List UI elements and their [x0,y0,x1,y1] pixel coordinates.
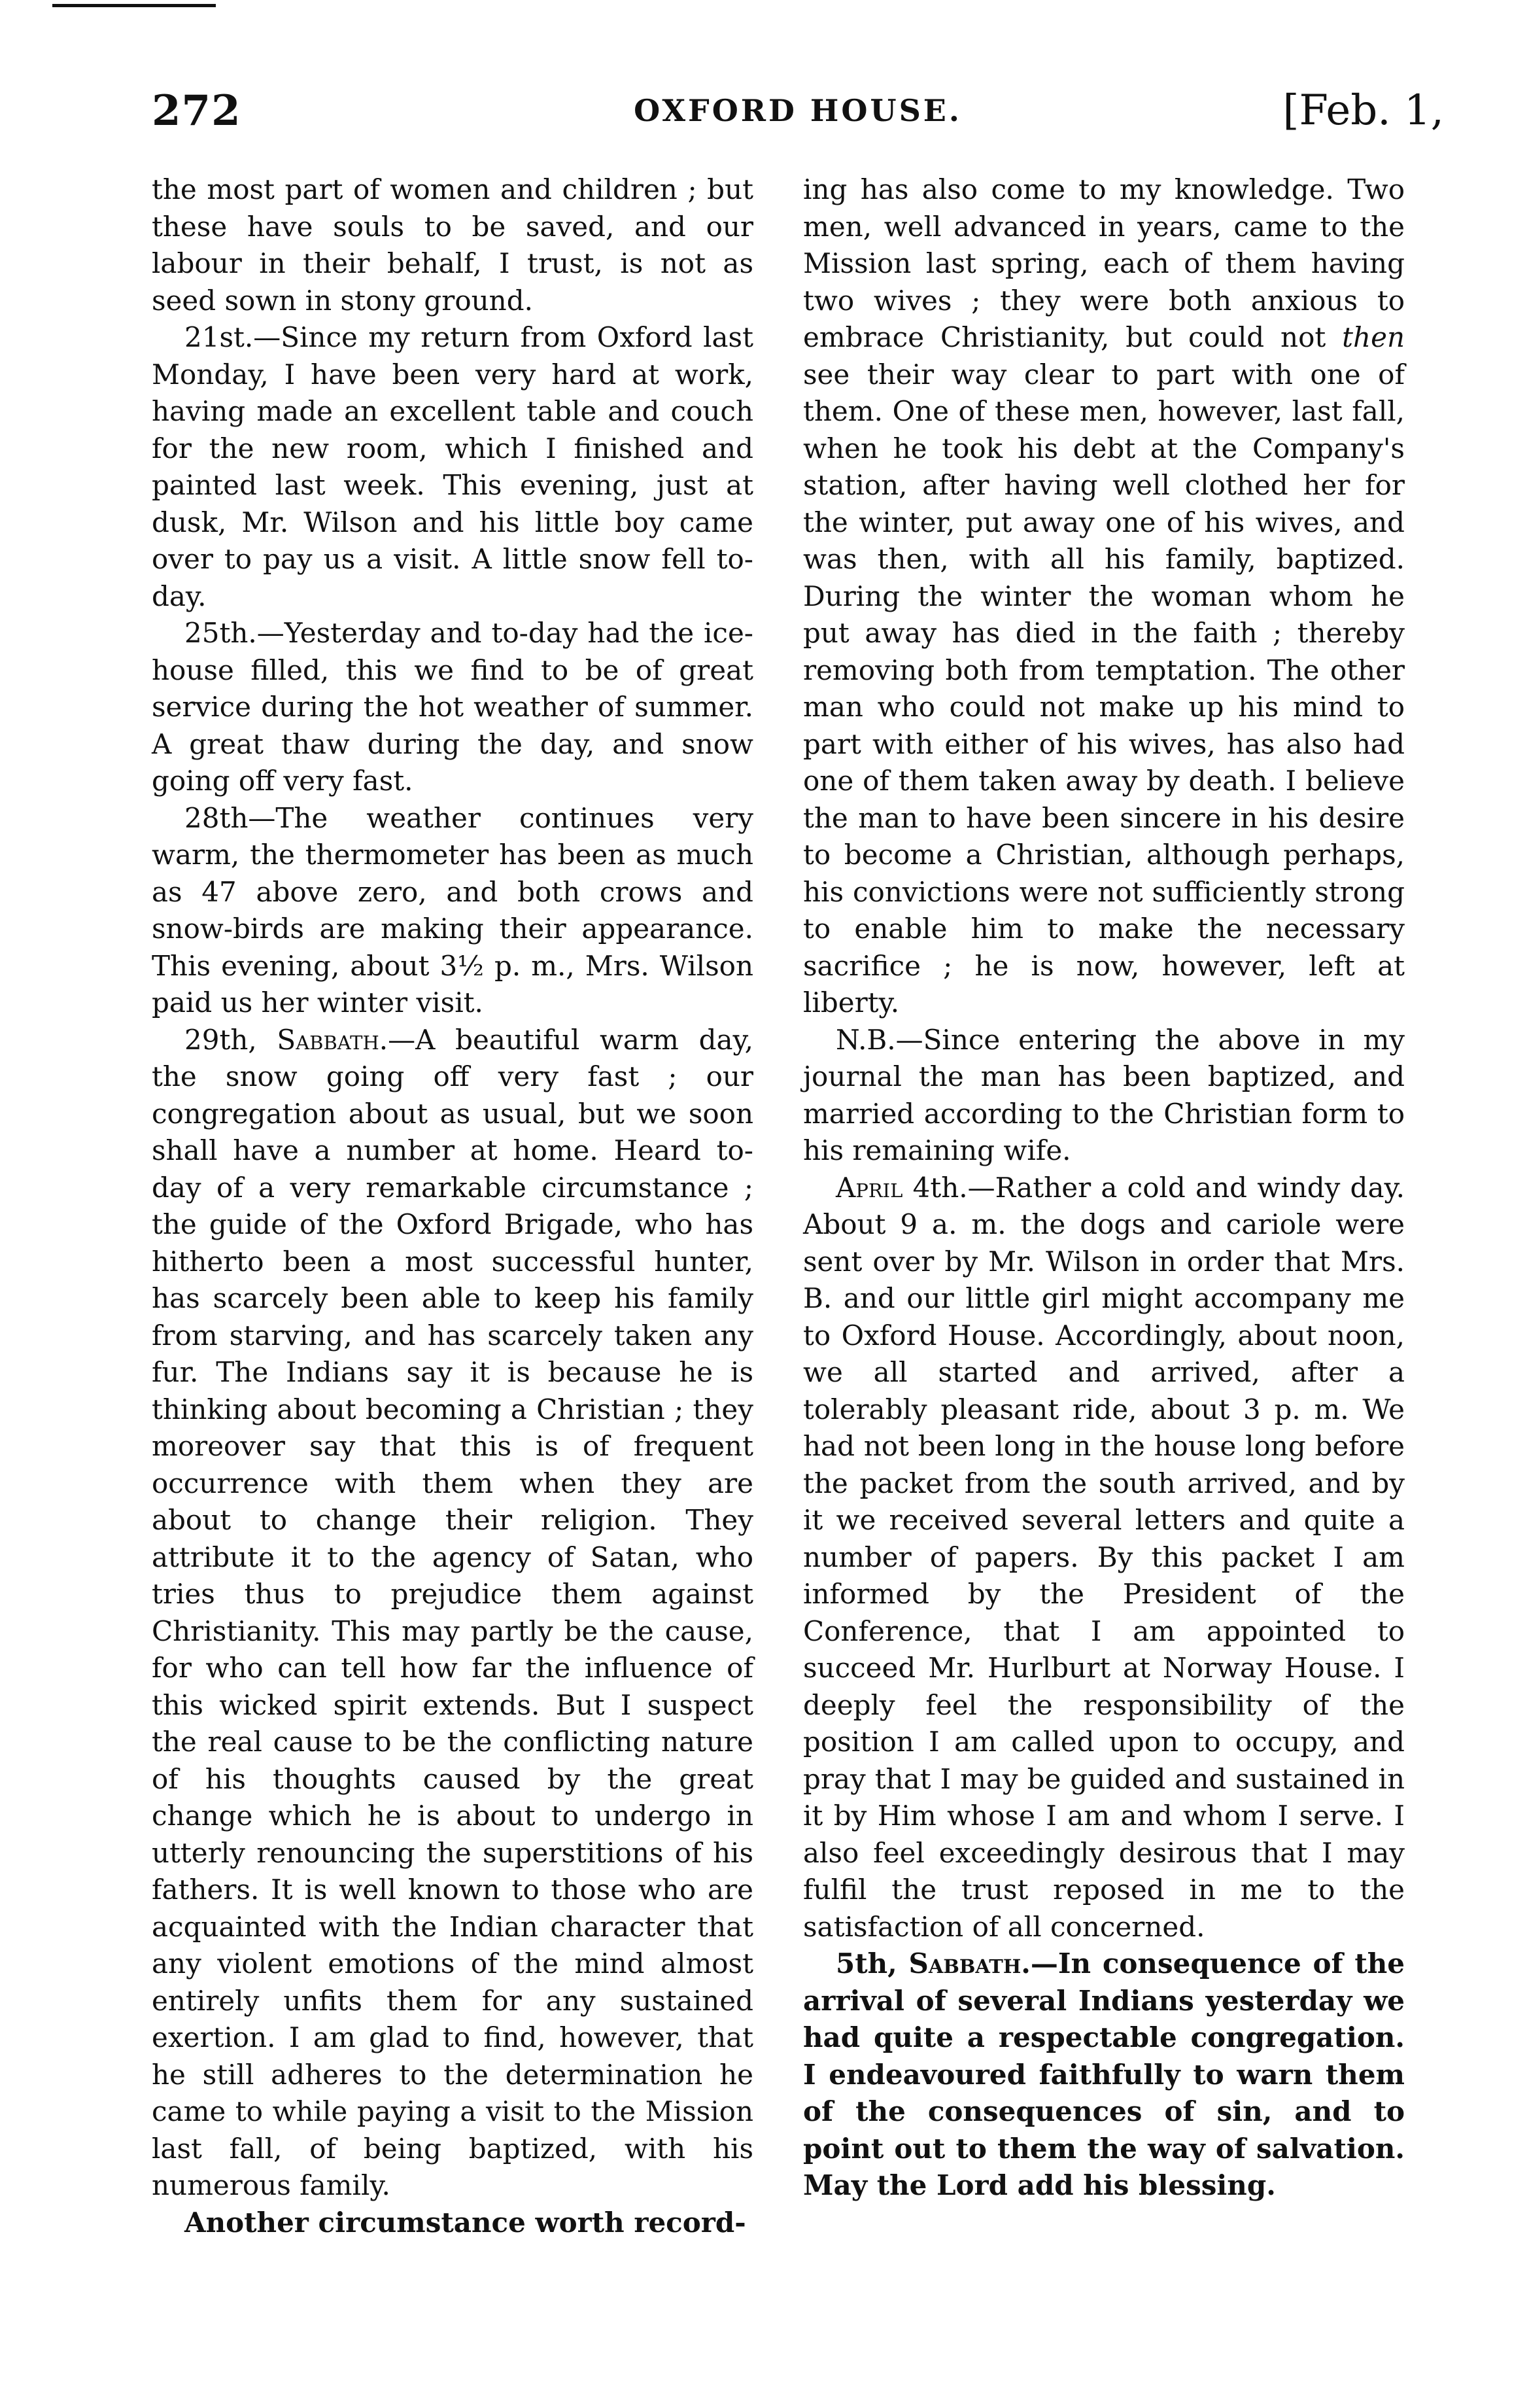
entry-label: Sabbath [277,1023,379,1056]
entry-label: April [836,1171,903,1204]
top-rule [52,4,216,7]
emphasis-text: then [1342,321,1405,353]
page-number: 272 [152,86,241,135]
page-header [152,86,1444,145]
paragraph: N.B.—Since entering the above in my journal the man has been baptized, and married according to the Christian form to his remaining wife. [803,1023,1405,1166]
paragraph: 28th—The weather continues very warm, the thermometer has been as much as 47 above zero, and both crows and snow-birds are making their appearance. This evening, about 3½ p. m., Mrs. Wilson paid us her winter visit. [152,801,753,1019]
entry-date: 5th, [836,1947,909,1980]
paragraph: 21st.—Since my return from Oxford last Monday, I have been very hard at work, having made an excellent table and couch for the new room, which I finished and painted last week. This evening, just at dusk, Mr. Wilson and his little boy came over to pay us a visit. A little snow fell to-day. [152,321,753,612]
paragraph [803,1946,1405,2205]
header-date: [Feb. 1, [1282,86,1444,135]
entry-text: .—A beautiful warm day, the snow going off very fast ; our congregation about as usual, but we soon shall have a number at home. Heard to-day of a very remarkable circumstance ; the guide of the Oxford Brigade, who has hitherto been a most successful hunter, has scarcely been able to keep his family from starving, and has scarcely taken any fur. The Indians say it is because he is thinking about becoming a Christian ; they moreover say that this is of frequent occurrence with them when they are about to change their religion. They attribute it to the agency of Satan, who tries thus to prejudice them against Christianity. This may partly be the cause, for who can tell how far the influence of this wicked spirit extends. But I suspect the real cause to be the conflicting nature of his thoughts caused by the great change which he is about to undergo in utterly renouncing the superstitions of his fathers. It is well known to those who are acquainted with the Indian character that any violent emotions of the mind almost entirely unfits them for any sustained exertion. I am glad to find, however, that he still adheres to the determination he came to while paying a visit to the Mission last fall, of being baptized, with his numerous family. [152,1023,753,2201]
entry-date: 29th, [184,1023,277,1056]
entry-text: 4th.—Rather a cold and windy day. About 9 a. m. the dogs and cariole were sent over by Mr. Wilson in order that Mrs. B. and our little girl might accompany me to Oxford House. Accordingly, about noon, we all started and arrived, after a tolerably pleasant ride, about 3 p. m. We had not been long in the house long before the packet from the south arrived, and by it we received several letters and quite a number of papers. By this packet I am informed by the President of the Conference, that I am appointed to succeed Mr. Hurlburt at Norway House. I deeply feel the responsibility of the position I am called upon to occupy, and pray that I may be guided and sustained in it by Him whose I am and whom I serve. I also feel exceedingly desirous that I may fulfil the trust reposed in me to the satisfaction of all concerned. [803,1171,1405,1943]
entry-label: Sabbath [908,1947,1022,1980]
paragraph [803,1170,1405,1946]
paragraph: Another circumstance worth record- [184,2206,746,2239]
text-run: see their way clear to part with one of them. One of these men, however, last fall, when he took his debt at the Company's station, after having well clothed her for the winter, put away one of his wives, and was then, with all his family, baptized. During the winter the woman whom he put away has died in the faith ; thereby removing both from temptation. The other man who could not make up his mind to part with either of his wives, has also had one of them taken away by death. I believe the man to have been sincere in his desire to become a Christian, although perhaps, his convictions were not sufficiently strong to enable him to make the necessary sacrifice ; he is now, however, left at liberty. [803,358,1405,1019]
paragraph: the most part of women and children ; but these have souls to be saved, and our labour in their behalf, I trust, is not as seed sown in stony ground. [152,173,753,317]
right-column [803,171,1405,2205]
text-run: ing has also come to my knowledge. Two men, well advanced in years, came to the Mission last spring, each of them having two wives ; they were both anxious to embrace Christianity, but could not [803,173,1405,353]
running-title: OXFORD HOUSE. [634,93,962,128]
paragraph [152,1022,753,2205]
paragraph: 25th.—Yesterday and to-day had the ice-house filled, this we find to be of great service during the hot weather of summer. A great thaw during the day, and snow going off very fast. [152,617,753,797]
paragraph [803,171,1405,1022]
entry-text: .—In consequence of the arrival of several Indians yesterday we had quite a respectable congregation. I endeavoured faithfully to warn them of the consequences of sin, and to point out to them the way of salvation. May the Lord add his blessing. [803,1947,1405,2201]
left-column [152,171,753,2241]
